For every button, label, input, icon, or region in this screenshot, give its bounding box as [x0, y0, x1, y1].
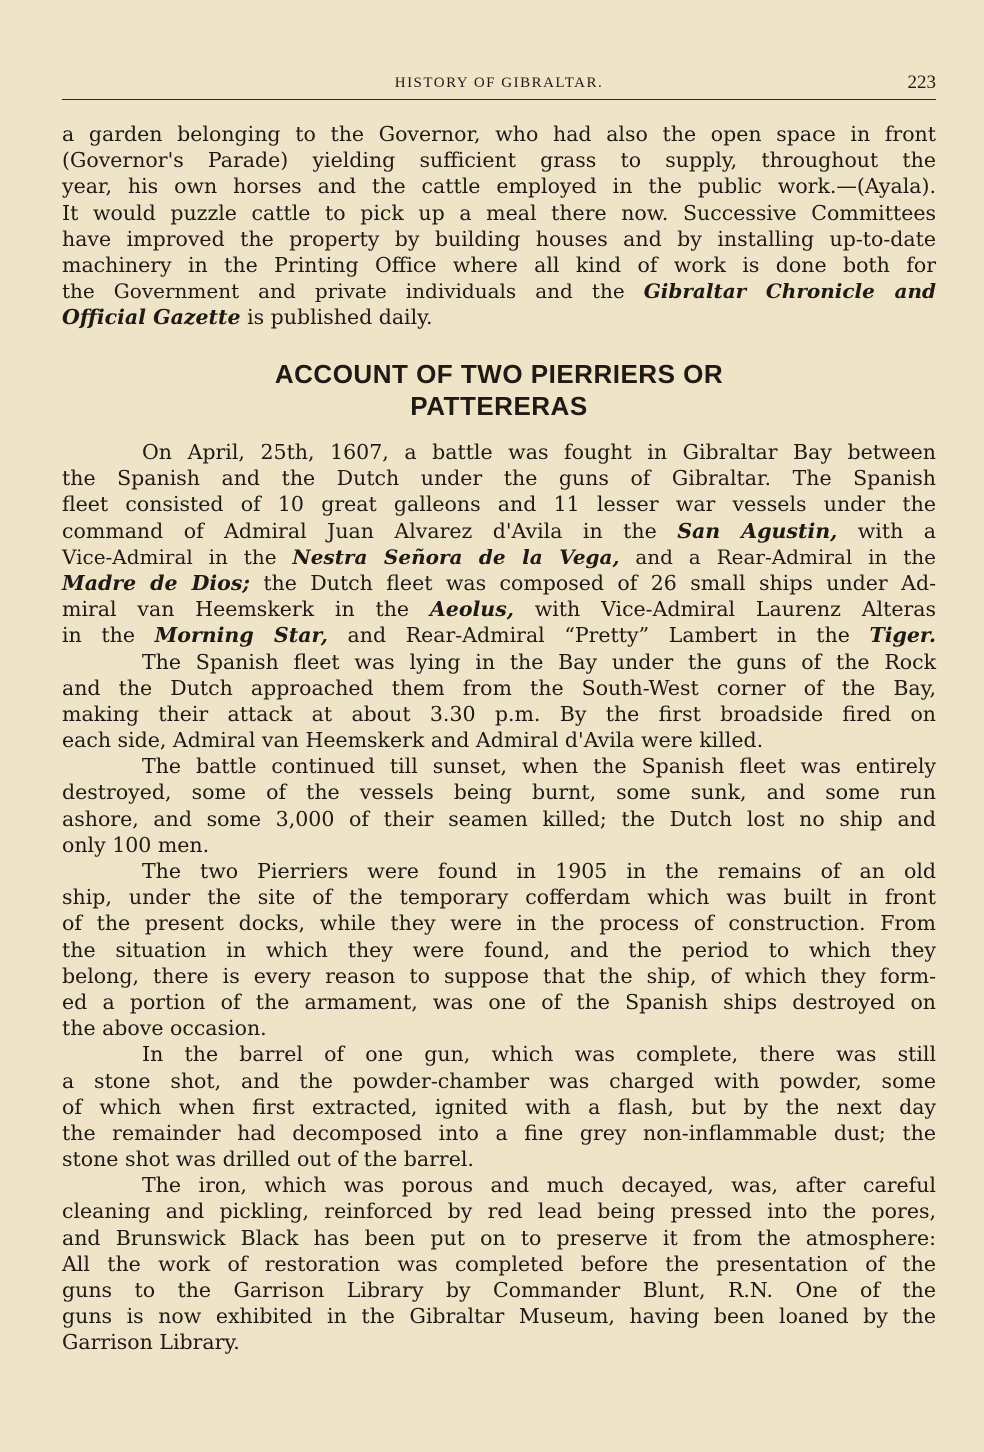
text-run: Vice-Admiral in the — [62, 544, 293, 569]
text-line — [62, 701, 936, 727]
italic-run: Morning Star, — [154, 623, 328, 648]
text-line — [62, 937, 936, 963]
text-line — [62, 1172, 936, 1198]
text-line — [62, 200, 936, 226]
text-run: only 100 men. — [62, 832, 210, 857]
text-run: the Spanish and the Dutch under the guns of Gibraltar. The Spanish — [62, 466, 936, 491]
text-line — [62, 910, 936, 936]
text-run: ship, under the site of the temporary cofferdam which was built in front — [62, 885, 936, 910]
text-run: The iron, which was porous and much decayed, was, after careful — [142, 1173, 936, 1198]
text-line — [62, 121, 936, 147]
text-line — [62, 1303, 936, 1329]
text-run: each side, Admiral van Heemskerk and Admiral d'Avila were killed. — [62, 728, 764, 753]
text-run: the Dutch fleet was composed of 26 small ships under Ad- — [249, 570, 936, 595]
text-run: Garrison Library. — [62, 1330, 240, 1355]
text-run: fleet consisted of 10 great galleons and 11 lesser war vessels under the — [62, 492, 936, 517]
text-line — [62, 727, 936, 753]
text-line — [62, 1041, 936, 1067]
italic-run: Gibraltar Chronicle and — [643, 279, 936, 304]
text-run: with a — [837, 518, 936, 543]
text-run: of the present docks, while they were in the process of construction. From — [62, 911, 936, 936]
text-line — [62, 596, 936, 622]
text-line — [62, 675, 936, 701]
text-run: command of Admiral Juan Alvarez d'Avila in the — [62, 518, 678, 543]
text-run: the above occasion. — [62, 1016, 267, 1041]
text-line — [62, 989, 936, 1015]
text-run: All the work of restoration was completed before the presentation of the — [62, 1251, 936, 1276]
text-line — [62, 491, 936, 517]
text-run: and a Rear-Admiral in the — [619, 544, 936, 569]
text-line — [62, 278, 936, 304]
text-line — [62, 518, 936, 544]
italic-run: Official Gazette — [62, 305, 241, 330]
text-run: belong, there is every reason to suppose that the ship, of which they form- — [62, 963, 936, 988]
text-line — [62, 649, 936, 675]
text-run: making their attack at about 3.30 p.m. By the first broadside fired on — [62, 701, 936, 726]
text-line — [62, 753, 936, 779]
text-run: the Government and private individuals and the — [62, 279, 644, 304]
italic-run: Nestra Señora de la Vega, — [292, 544, 620, 569]
text-run: (Governor's Parade) yielding sufficient grass to supply, throughout the — [62, 148, 936, 173]
text-line — [62, 622, 936, 648]
text-run: have improved the property by building houses and by installing up-to-date — [62, 226, 936, 251]
text-line — [62, 858, 936, 884]
text-run: ashore, and some 3,000 of their seamen killed; the Dutch lost no ship and — [62, 806, 936, 831]
text-run: the situation in which they were found, and the period to which they — [62, 937, 936, 962]
text-run: stone shot was drilled out of the barrel. — [62, 1147, 474, 1172]
text-line — [62, 304, 936, 330]
text-run: with Vice-Admiral Laurenz Alteras — [513, 597, 936, 622]
text-run: a garden belonging to the Governor, who had also the open space in front — [62, 122, 936, 146]
text-run: miral van Heemskerk in the — [62, 597, 430, 622]
text-run: and Rear-Admiral “Pretty” Lambert in the — [327, 623, 870, 648]
text-line — [62, 884, 936, 910]
text-line — [62, 226, 936, 252]
text-run: in the — [62, 623, 155, 648]
heading-line-1: ACCOUNT OF TWO PIERRIERS OR — [274, 359, 724, 389]
text-line — [62, 806, 936, 832]
text-line — [62, 1094, 936, 1120]
text-run: The two Pierriers were found in 1905 in the remains of an old — [142, 859, 936, 883]
text-line — [62, 1251, 936, 1277]
italic-run: Madre de Dios; — [62, 570, 250, 595]
text-line — [62, 1068, 936, 1094]
text-run: In the barrel of one gun, which was complete, there was still — [142, 1042, 936, 1067]
page-number: 223 — [907, 72, 936, 93]
heading-line-2: PATTERERAS — [410, 391, 588, 421]
text-run: the remainder had decomposed into a fine grey non-inflammable dust; the — [62, 1120, 936, 1145]
text-line — [62, 963, 936, 989]
text-line — [62, 1329, 936, 1355]
text-line — [62, 1120, 936, 1146]
text-run: On April, 25th, 1607, a battle was fought in Gibraltar Bay between — [142, 440, 936, 464]
italic-run: Tiger. — [869, 623, 936, 648]
text-line — [62, 1146, 936, 1172]
text-line — [62, 439, 936, 465]
text-line — [62, 1277, 936, 1303]
text-run: guns to the Garrison Library by Commander Blunt, R.N. One of the — [62, 1278, 936, 1302]
text-run: guns is now exhibited in the Gibraltar Museum, having been loaned by the — [62, 1304, 936, 1329]
text-run: is published daily. — [240, 305, 433, 330]
italic-run: San Agustin, — [677, 518, 838, 543]
text-line — [62, 832, 936, 858]
text-line — [62, 173, 936, 199]
text-run: and Brunswick Black has been put on to preserve it from the atmosphere: — [62, 1225, 936, 1250]
text-run: cleaning and pickling, reinforced by red lead being pressed into the pores, — [62, 1199, 936, 1224]
text-line — [62, 779, 936, 805]
text-line — [62, 1198, 936, 1224]
text-run: and the Dutch approached them from the South-West corner of the Bay, — [62, 675, 936, 700]
text-run: ed a portion of the armament, was one of the Spanish ships destroyed on — [62, 989, 936, 1014]
text-run: destroyed, some of the vessels being burnt, some sunk, and some run — [62, 780, 936, 805]
text-run: The Spanish fleet was lying in the Bay under the guns of the Rock — [142, 649, 936, 674]
text-run: of which when first extracted, ignited with a flash, but by the next day — [62, 1094, 936, 1119]
text-run: It would puzzle cattle to pick up a meal there now. Successive Committees — [62, 200, 936, 225]
text-run: a stone shot, and the powder-chamber was charged with powder, some — [62, 1068, 936, 1093]
text-line — [62, 570, 936, 596]
text-run: The battle continued till sunset, when the Spanish fleet was entirely — [142, 754, 936, 779]
text-line — [62, 465, 936, 491]
text-line — [62, 252, 936, 278]
italic-run: Aeolus, — [429, 597, 514, 622]
text-run: machinery in the Printing Office where all kind of work is done both for — [62, 252, 936, 277]
body-text — [62, 439, 936, 1356]
running-title: HISTORY OF GIBRALTAR. — [394, 75, 604, 91]
section-heading — [62, 358, 936, 422]
running-head — [62, 72, 936, 98]
text-run: year, his own horses and the cattle employed in the public work.—(Ayala). — [62, 174, 936, 199]
header-rule — [62, 99, 936, 100]
text-line — [62, 544, 936, 570]
intro-paragraph — [62, 121, 936, 331]
text-line — [62, 1015, 936, 1041]
text-line — [62, 147, 936, 173]
text-line — [62, 1225, 936, 1251]
